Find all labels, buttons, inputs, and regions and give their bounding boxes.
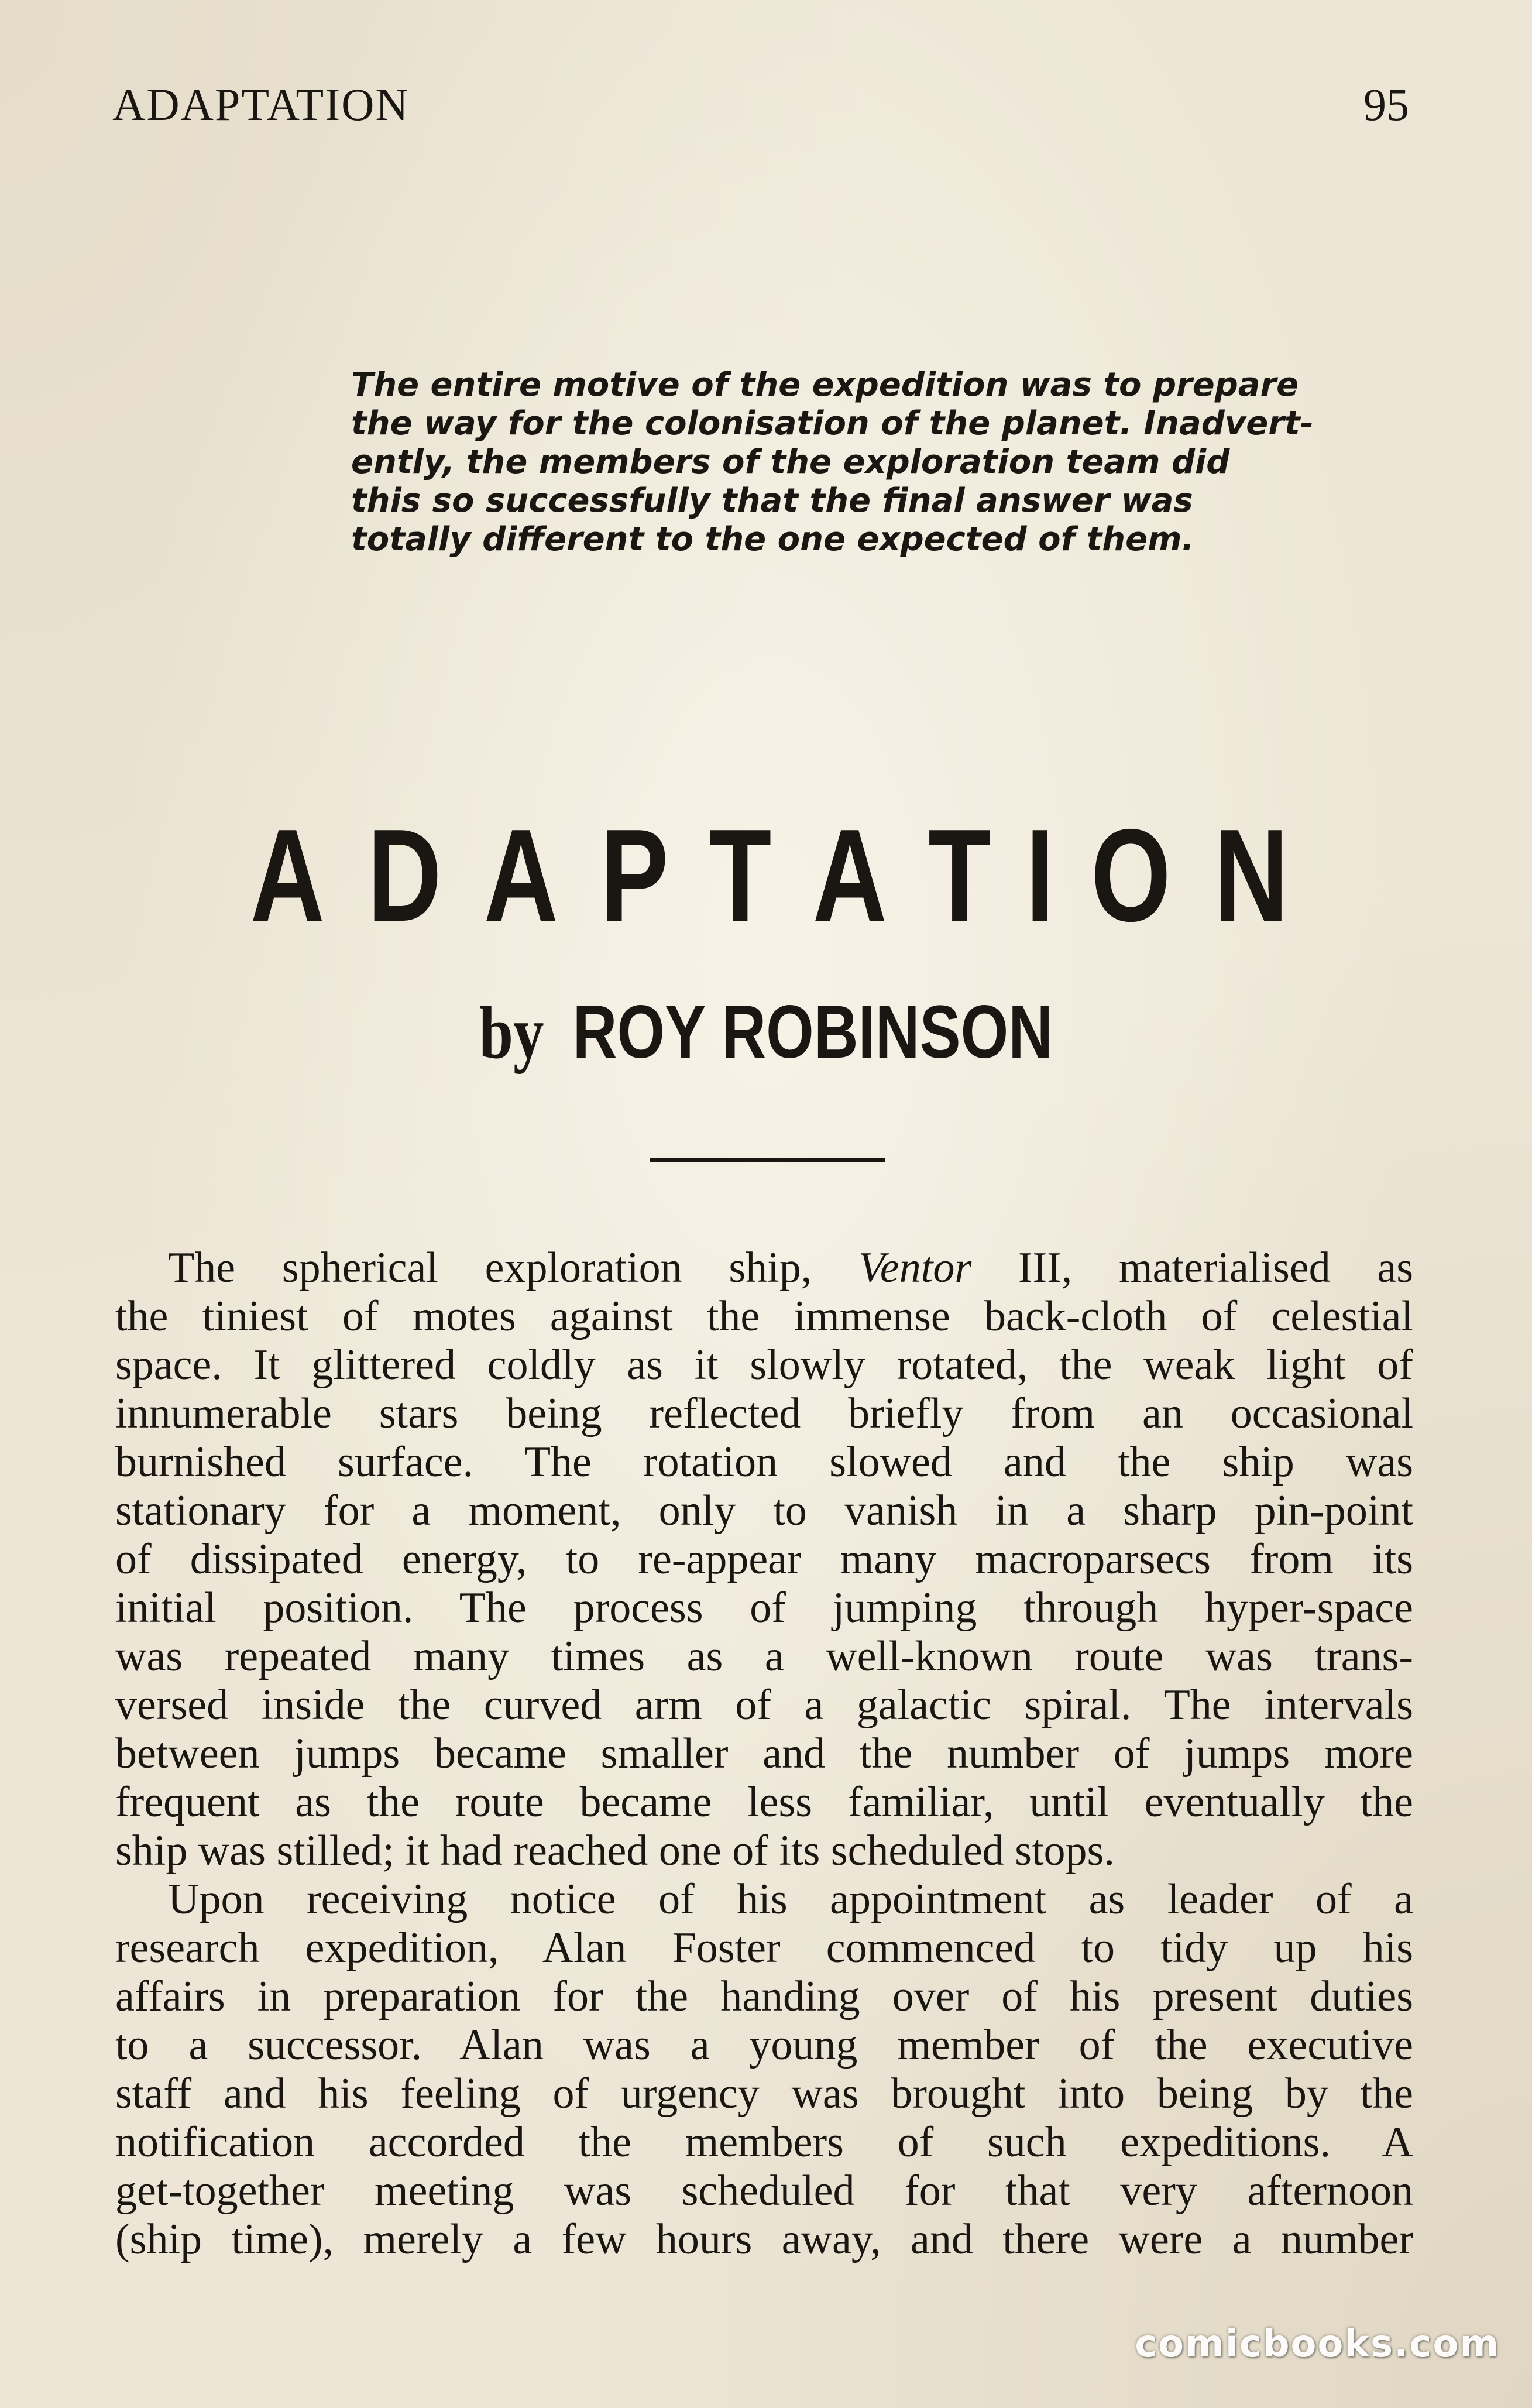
- body-line: was repeated many times as a well-known route was trans-: [115, 1632, 1413, 1680]
- body-line-segment: III, materialised as: [971, 1244, 1413, 1292]
- body-line: burnished surface. The rotation slowed and the ship was: [115, 1438, 1413, 1486]
- blurb-line: The entire motive of the expedition was to prepare: [351, 366, 1299, 404]
- body-line: (ship time), merely a few hours away, and there were a number: [115, 2215, 1413, 2263]
- title-letter: A: [813, 801, 887, 949]
- story-title: [240, 801, 1299, 949]
- body-line: notification accorded the members of such expeditions. A: [115, 2118, 1413, 2166]
- body-line: of dissipated energy, to re-appear many macroparsecs from its: [115, 1535, 1413, 1583]
- blurb-line: the way for the colonisation of the planet. Inadvert-: [351, 404, 1314, 443]
- blurb-line: totally different to the one expected of them.: [351, 520, 1194, 558]
- byline-by: by: [479, 991, 544, 1074]
- title-letter: A: [484, 801, 559, 949]
- site-watermark: comicbooks.com: [1135, 2323, 1500, 2366]
- page-number: 95: [1363, 79, 1409, 130]
- body-line: between jumps became smaller and the number of jumps more: [115, 1730, 1413, 1778]
- story-body: [115, 1244, 1413, 2264]
- body-line: innumerable stars being reflected briefly from an occasional: [115, 1390, 1413, 1438]
- title-letter: A: [250, 801, 325, 949]
- body-line: to a successor. Alan was a young member of the executive: [115, 2021, 1413, 2069]
- body-line-segment: The spherical exploration ship,: [168, 1244, 858, 1292]
- body-line: stationary for a moment, only to vanish in a sharp pin-point: [115, 1487, 1413, 1535]
- body-line: space. It glittered coldly as it slowly rotated, the weak light of: [115, 1341, 1413, 1389]
- title-letter: N: [1214, 801, 1289, 949]
- body-line: affairs in preparation for the handing over of his present duties: [115, 1973, 1413, 2021]
- story-blurb: [351, 366, 1314, 559]
- body-line: staff and his feeling of urgency was brought into being by the: [115, 2070, 1413, 2118]
- blurb-line: ently, the members of the exploration team did: [351, 443, 1230, 481]
- author-name: ROY ROBINSON: [572, 990, 1053, 1074]
- body-line: versed inside the curved arm of a galactic spiral. The intervals: [115, 1681, 1413, 1729]
- running-head: ADAPTATION: [112, 79, 410, 130]
- body-line: get-together meeting was scheduled for that very afternoon: [115, 2167, 1413, 2215]
- title-letter: T: [928, 801, 991, 949]
- blurb-line: this so successfully that the final answer was: [351, 482, 1193, 520]
- body-line: research expedition, Alan Foster commenced to tidy up his: [115, 1924, 1413, 1972]
- body-line: the tiniest of motes against the immense back-cloth of celestial: [115, 1292, 1413, 1340]
- body-line: ship was stilled; it had reached one of its scheduled stops.: [115, 1827, 1115, 1875]
- ship-name: Ventor: [858, 1244, 972, 1292]
- body-line: initial position. The process of jumping through hyper-space: [115, 1584, 1413, 1632]
- title-letter: P: [600, 801, 669, 949]
- body-line: frequent as the route became less familiar, until eventually the: [115, 1778, 1413, 1826]
- title-letter: D: [367, 801, 442, 949]
- title-letter: O: [1091, 801, 1172, 949]
- body-line: [115, 1244, 1413, 1292]
- byline: [0, 990, 1532, 1074]
- title-letter: T: [709, 801, 772, 949]
- title-letter: I: [1025, 801, 1054, 949]
- body-line: Upon receiving notice of his appointment as leader of a: [168, 1875, 1413, 1923]
- title-divider: [650, 1158, 885, 1162]
